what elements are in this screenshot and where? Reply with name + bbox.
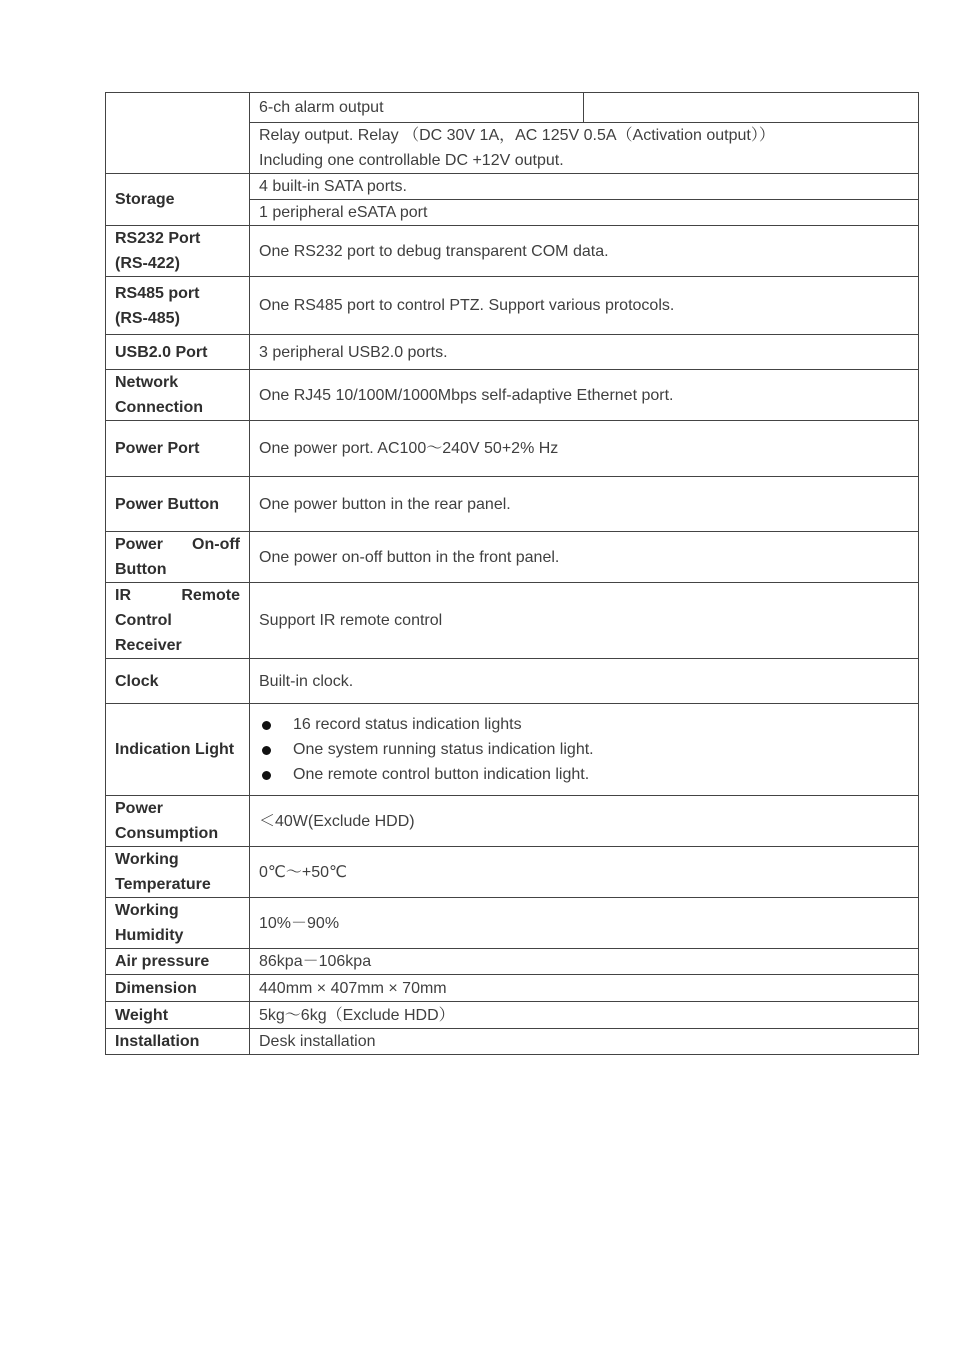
label-line: Connection [115,399,203,416]
table-row [106,659,919,704]
relay-line-1: Relay output. Relay （DC 30V 1A，AC 125V 0.5A（Activation output）） [259,127,775,144]
table-row [106,583,919,659]
table-row [106,975,919,1002]
label-line: (RS-485) [115,309,180,327]
table-row [106,93,919,123]
humidity-value: 10%－90% [250,898,919,949]
label-line: Control [115,612,172,629]
network-label [106,370,250,421]
power-port-value: One power port. AC100～240V 50+2% Hz [250,421,919,477]
table-row [106,898,919,949]
label-line: RS485 port [115,284,200,302]
ir-value: Support IR remote control [250,583,919,659]
air-pressure-value: 86kpa－106kpa [250,949,919,975]
rs485-label [106,277,250,335]
power-button-label: Power Button [106,477,250,532]
dimension-value: 440mm × 407mm × 70mm [250,975,919,1002]
table-row [106,421,919,477]
table-row [106,226,919,277]
table-row [106,1029,919,1055]
power-port-label: Power Port [106,421,250,477]
storage-value-2: 1 peripheral eSATA port [250,200,919,226]
label-line: Power On-off [115,536,240,553]
bullet-icon [262,771,271,780]
indication-label: Indication Light [106,704,250,796]
network-value: One RJ45 10/100M/1000Mbps self-adaptive Ethernet port. [250,370,919,421]
relay-output-cell [250,123,919,174]
rs485-value: One RS485 port to control PTZ. Support various protocols. [250,277,919,335]
label-line: IR Remote [115,587,240,604]
label-line: Button [115,561,167,578]
label-line: Temperature [115,876,211,893]
label-line: Receiver [115,637,182,654]
installation-label: Installation [106,1029,250,1055]
empty-label-cell [106,93,250,174]
power-consumption-value: ＜40W(Exclude HDD) [250,796,919,847]
list-item-text: One remote control button indication light. [293,766,590,783]
storage-label: Storage [106,174,250,226]
temperature-label [106,847,250,898]
table-row [106,370,919,421]
table-row [106,174,919,200]
table-row [106,796,919,847]
power-onoff-label [106,532,250,583]
relay-line-2: Including one controllable DC +12V output. [259,152,564,169]
list-item [259,762,909,787]
storage-value-1: 4 built-in SATA ports. [250,174,919,200]
list-item [259,712,909,737]
clock-value: Built-in clock. [250,659,919,704]
installation-value: Desk installation [250,1029,919,1055]
label-line: Working [115,851,179,868]
table-row [106,949,919,975]
label-line: Consumption [115,825,219,842]
empty-cell [584,93,919,123]
list-item-text: 16 record status indication lights [293,716,522,733]
table-row [106,847,919,898]
table-row [106,532,919,583]
indication-list [259,712,909,787]
table-row [106,704,919,796]
alarm-output-cell: 6-ch alarm output [250,93,584,123]
label-line: Working [115,902,179,919]
weight-value: 5kg～6kg（Exclude HDD） [250,1002,919,1029]
weight-label: Weight [106,1002,250,1029]
power-onoff-value: One power on-off button in the front panel. [250,532,919,583]
usb-value: 3 peripheral USB2.0 ports. [250,335,919,370]
bullet-icon [262,746,271,755]
air-pressure-label: Air pressure [106,949,250,975]
humidity-label [106,898,250,949]
bullet-icon [262,721,271,730]
rs232-label [106,226,250,277]
dimension-label: Dimension [106,975,250,1002]
label-line: RS232 Port [115,230,201,247]
table-row [106,1002,919,1029]
clock-label: Clock [106,659,250,704]
spec-table [105,92,919,1055]
usb-label: USB2.0 Port [106,335,250,370]
temperature-value: 0℃～+50℃ [250,847,919,898]
table-row [106,277,919,335]
list-item [259,737,909,762]
indication-value [250,704,919,796]
label-line: Power [115,800,164,817]
ir-label [106,583,250,659]
power-consumption-label [106,796,250,847]
list-item-text: One system running status indication light. [293,741,594,758]
table-row [106,335,919,370]
label-line: Network [115,374,179,391]
power-button-value: One power button in the rear panel. [250,477,919,532]
label-line: Humidity [115,927,184,944]
table-row [106,477,919,532]
rs232-value: One RS232 port to debug transparent COM data. [250,226,919,277]
label-line: (RS-422) [115,255,180,272]
